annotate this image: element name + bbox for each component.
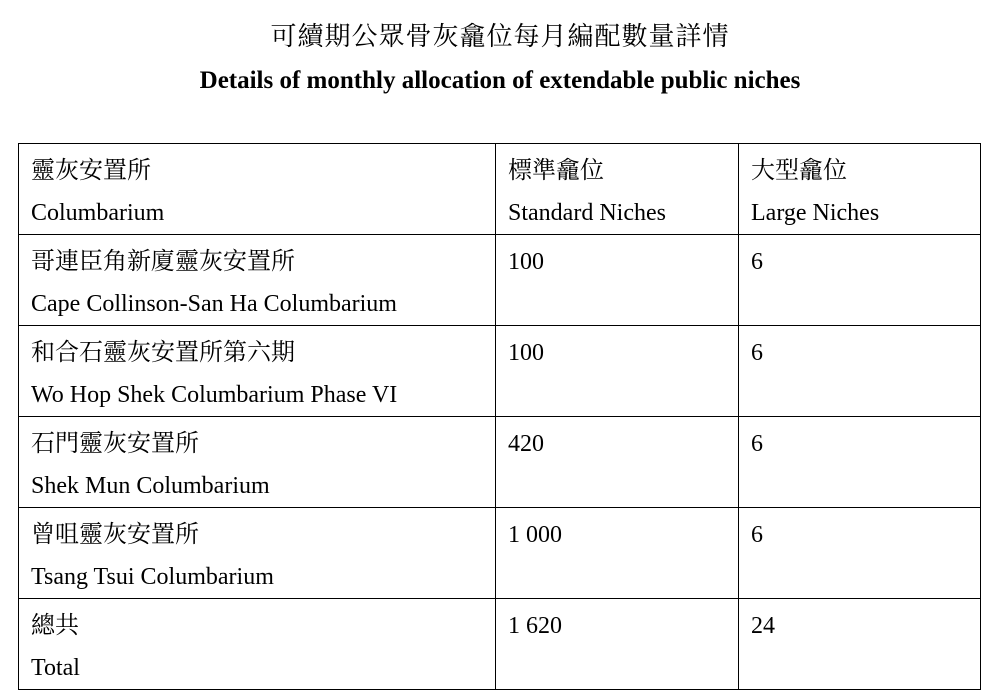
table-header-row bbox=[19, 144, 981, 235]
header-columbarium-zh: 靈灰安置所 bbox=[31, 158, 151, 184]
columbarium-name-zh: 石門靈灰安置所 bbox=[31, 431, 199, 457]
large-niches-cell bbox=[739, 508, 981, 599]
table-row bbox=[19, 417, 981, 508]
header-large-niches-en: Large Niches bbox=[751, 200, 880, 226]
document-title-english: Details of monthly allocation of extendable public niches bbox=[199, 67, 801, 94]
header-columbarium-en: Columbarium bbox=[31, 200, 165, 226]
table-row bbox=[19, 326, 981, 417]
columbarium-name-en: Shek Mun Columbarium bbox=[31, 473, 270, 499]
standard-niches-cell bbox=[496, 417, 739, 508]
total-label-cell bbox=[19, 599, 496, 690]
header-standard-niches-zh: 標準龕位 bbox=[508, 158, 604, 184]
large-niches-value: 6 bbox=[751, 431, 763, 457]
large-niches-cell bbox=[739, 326, 981, 417]
standard-niches-value: 100 bbox=[508, 340, 544, 366]
columbarium-name-en: Tsang Tsui Columbarium bbox=[31, 564, 274, 590]
total-standard-value: 1 620 bbox=[508, 613, 562, 639]
niche-allocation-table bbox=[18, 143, 981, 690]
header-large-niches-zh: 大型龕位 bbox=[751, 158, 847, 184]
columbarium-name-zh: 哥連臣角新廈靈灰安置所 bbox=[31, 249, 295, 275]
table-row bbox=[19, 508, 981, 599]
header-standard-niches bbox=[496, 144, 739, 235]
large-niches-value: 6 bbox=[751, 249, 763, 275]
total-label-zh: 總共 bbox=[31, 613, 79, 639]
columbarium-name-zh: 曾咀靈灰安置所 bbox=[31, 522, 199, 548]
columbarium-name-cell bbox=[19, 417, 496, 508]
total-label-en: Total bbox=[31, 655, 80, 681]
standard-niches-cell bbox=[496, 326, 739, 417]
large-niches-value: 6 bbox=[751, 522, 763, 548]
table-total-row bbox=[19, 599, 981, 690]
standard-niches-value: 100 bbox=[508, 249, 544, 275]
large-niches-cell bbox=[739, 235, 981, 326]
standard-niches-cell bbox=[496, 508, 739, 599]
header-large-niches bbox=[739, 144, 981, 235]
table-row bbox=[19, 235, 981, 326]
columbarium-name-zh: 和合石靈灰安置所第六期 bbox=[31, 340, 295, 366]
columbarium-name-cell bbox=[19, 326, 496, 417]
header-standard-niches-en: Standard Niches bbox=[508, 200, 666, 226]
columbarium-name-en: Cape Collinson-San Ha Columbarium bbox=[31, 291, 397, 317]
standard-niches-value: 1 000 bbox=[508, 522, 562, 548]
columbarium-name-cell bbox=[19, 235, 496, 326]
total-standard-cell bbox=[496, 599, 739, 690]
standard-niches-cell bbox=[496, 235, 739, 326]
header-columbarium bbox=[19, 144, 496, 235]
total-large-value: 24 bbox=[751, 613, 775, 639]
large-niches-value: 6 bbox=[751, 340, 763, 366]
large-niches-cell bbox=[739, 417, 981, 508]
total-large-cell bbox=[739, 599, 981, 690]
columbarium-name-cell bbox=[19, 508, 496, 599]
columbarium-name-en: Wo Hop Shek Columbarium Phase VI bbox=[31, 382, 398, 408]
document-title-chinese: 可續期公眾骨灰龕位每月編配數量詳情 bbox=[270, 22, 730, 51]
standard-niches-value: 420 bbox=[508, 431, 544, 457]
